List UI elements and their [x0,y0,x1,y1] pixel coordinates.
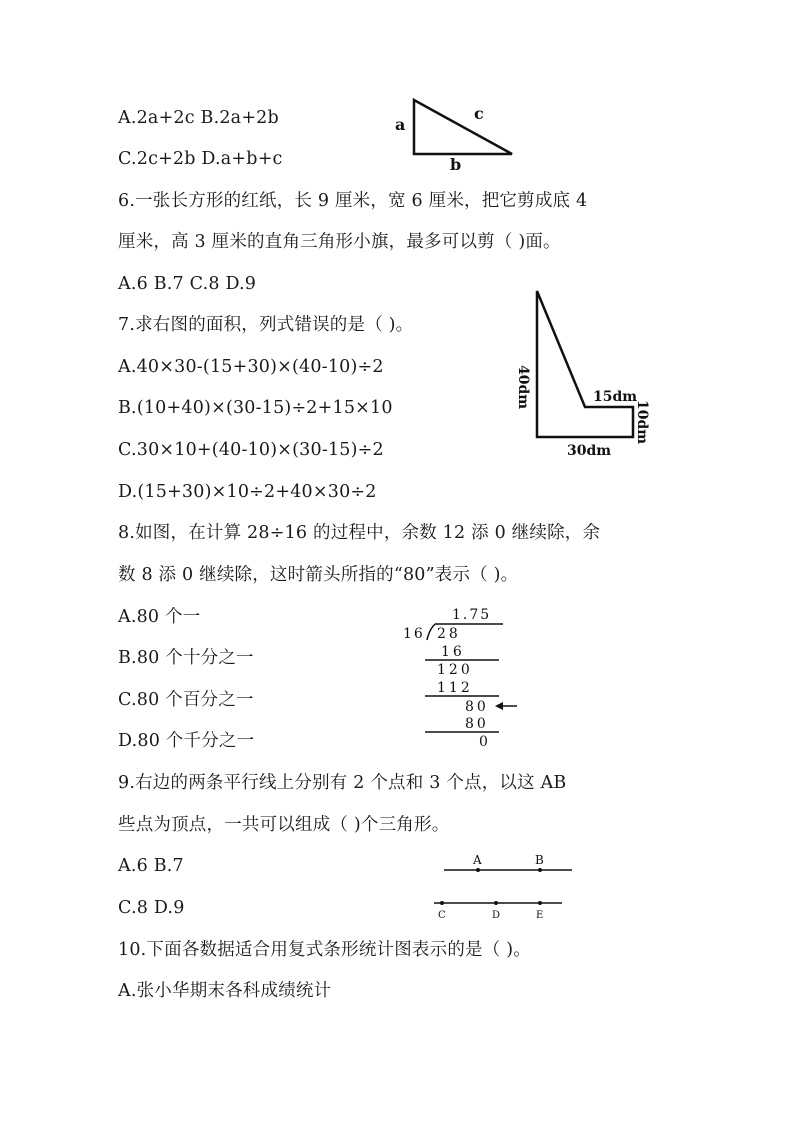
q8-option-a: A.80 个一 [118,607,201,627]
q7-option-d: D.(15+30)×10÷2+40×30÷2 [118,482,377,502]
division-step-5: 80 [465,716,489,732]
division-step-6: 0 [479,734,488,750]
division-step-4: 80 [465,699,489,715]
triangle-label-b: b [450,155,462,174]
division-step-3: 112 [437,680,473,696]
figure-label-right: 10dm [634,400,650,445]
long-division-figure [395,600,535,750]
point-label-a: A [473,853,482,867]
division-divisor: 16 [403,626,425,642]
q8-stem-line1: 8.如图，在计算 28÷16 的过程中，余数 12 添 0 继续除，余 [118,523,601,543]
q8-stem-line2: 数 8 添 0 继续除，这时箭头所指的“80”表示（ )。 [118,565,519,585]
q7-stem: 7.求右图的面积，列式错误的是（ )。 [118,315,414,335]
trapezoid-figure [505,285,665,460]
division-step-1: 16 [441,644,465,660]
division-dividend: 28 [437,626,461,642]
q9-options-row2: C.8 D.9 [118,898,185,918]
q8-option-c: C.80 个百分之一 [118,690,254,710]
q10-stem: 10.下面各数据适合用复式条形统计图表示的是（ )。 [118,940,531,960]
figure-label-top: 15dm [593,389,638,405]
right-triangle-figure [390,92,525,174]
q7-option-c: C.30×10+(40-10)×(30-15)÷2 [118,440,384,460]
q8-option-d: D.80 个千分之一 [118,731,255,751]
point-label-b: B [535,853,544,867]
q6-stem-line2: 厘米，高 3 厘米的直角三角形小旗，最多可以剪（ )面。 [118,232,561,252]
q5-options-row1: A.2a+2c B.2a+2b [118,108,279,128]
q7-option-b: B.(10+40)×(30-15)÷2+15×10 [118,398,393,418]
point-label-d: D [492,910,501,921]
q5-options-row2: C.2c+2b D.a+b+c [118,149,283,169]
figure-label-left: 40dm [515,365,531,410]
parallel-lines-figure [430,850,580,922]
figure-label-bottom: 30dm [567,443,612,459]
q7-option-a: A.40×30-(15+30)×(40-10)÷2 [118,357,384,377]
q9-stem-line2: 些点为顶点，一共可以组成（ )个三角形。 [118,815,450,835]
q6-stem-line1: 6.一张长方形的红纸，长 9 厘米，宽 6 厘米，把它剪成底 4 [118,191,588,211]
q8-option-b: B.80 个十分之一 [118,648,254,668]
q9-options-row1: A.6 B.7 [118,856,184,876]
division-step-2: 120 [437,662,473,678]
point-label-c: C [438,910,446,921]
q9-stem-line1: 9.右边的两条平行线上分别有 2 个点和 3 个点，以这 AB [118,773,567,793]
triangle-label-a: a [395,115,406,134]
q10-option-a: A.张小华期末各科成绩统计 [118,981,332,1001]
point-label-e: E [536,910,544,921]
division-quotient: 1.75 [452,607,492,623]
triangle-label-c: c [474,104,484,123]
q6-options: A.6 B.7 C.8 D.9 [118,274,257,294]
arrow-left-icon [495,702,517,710]
